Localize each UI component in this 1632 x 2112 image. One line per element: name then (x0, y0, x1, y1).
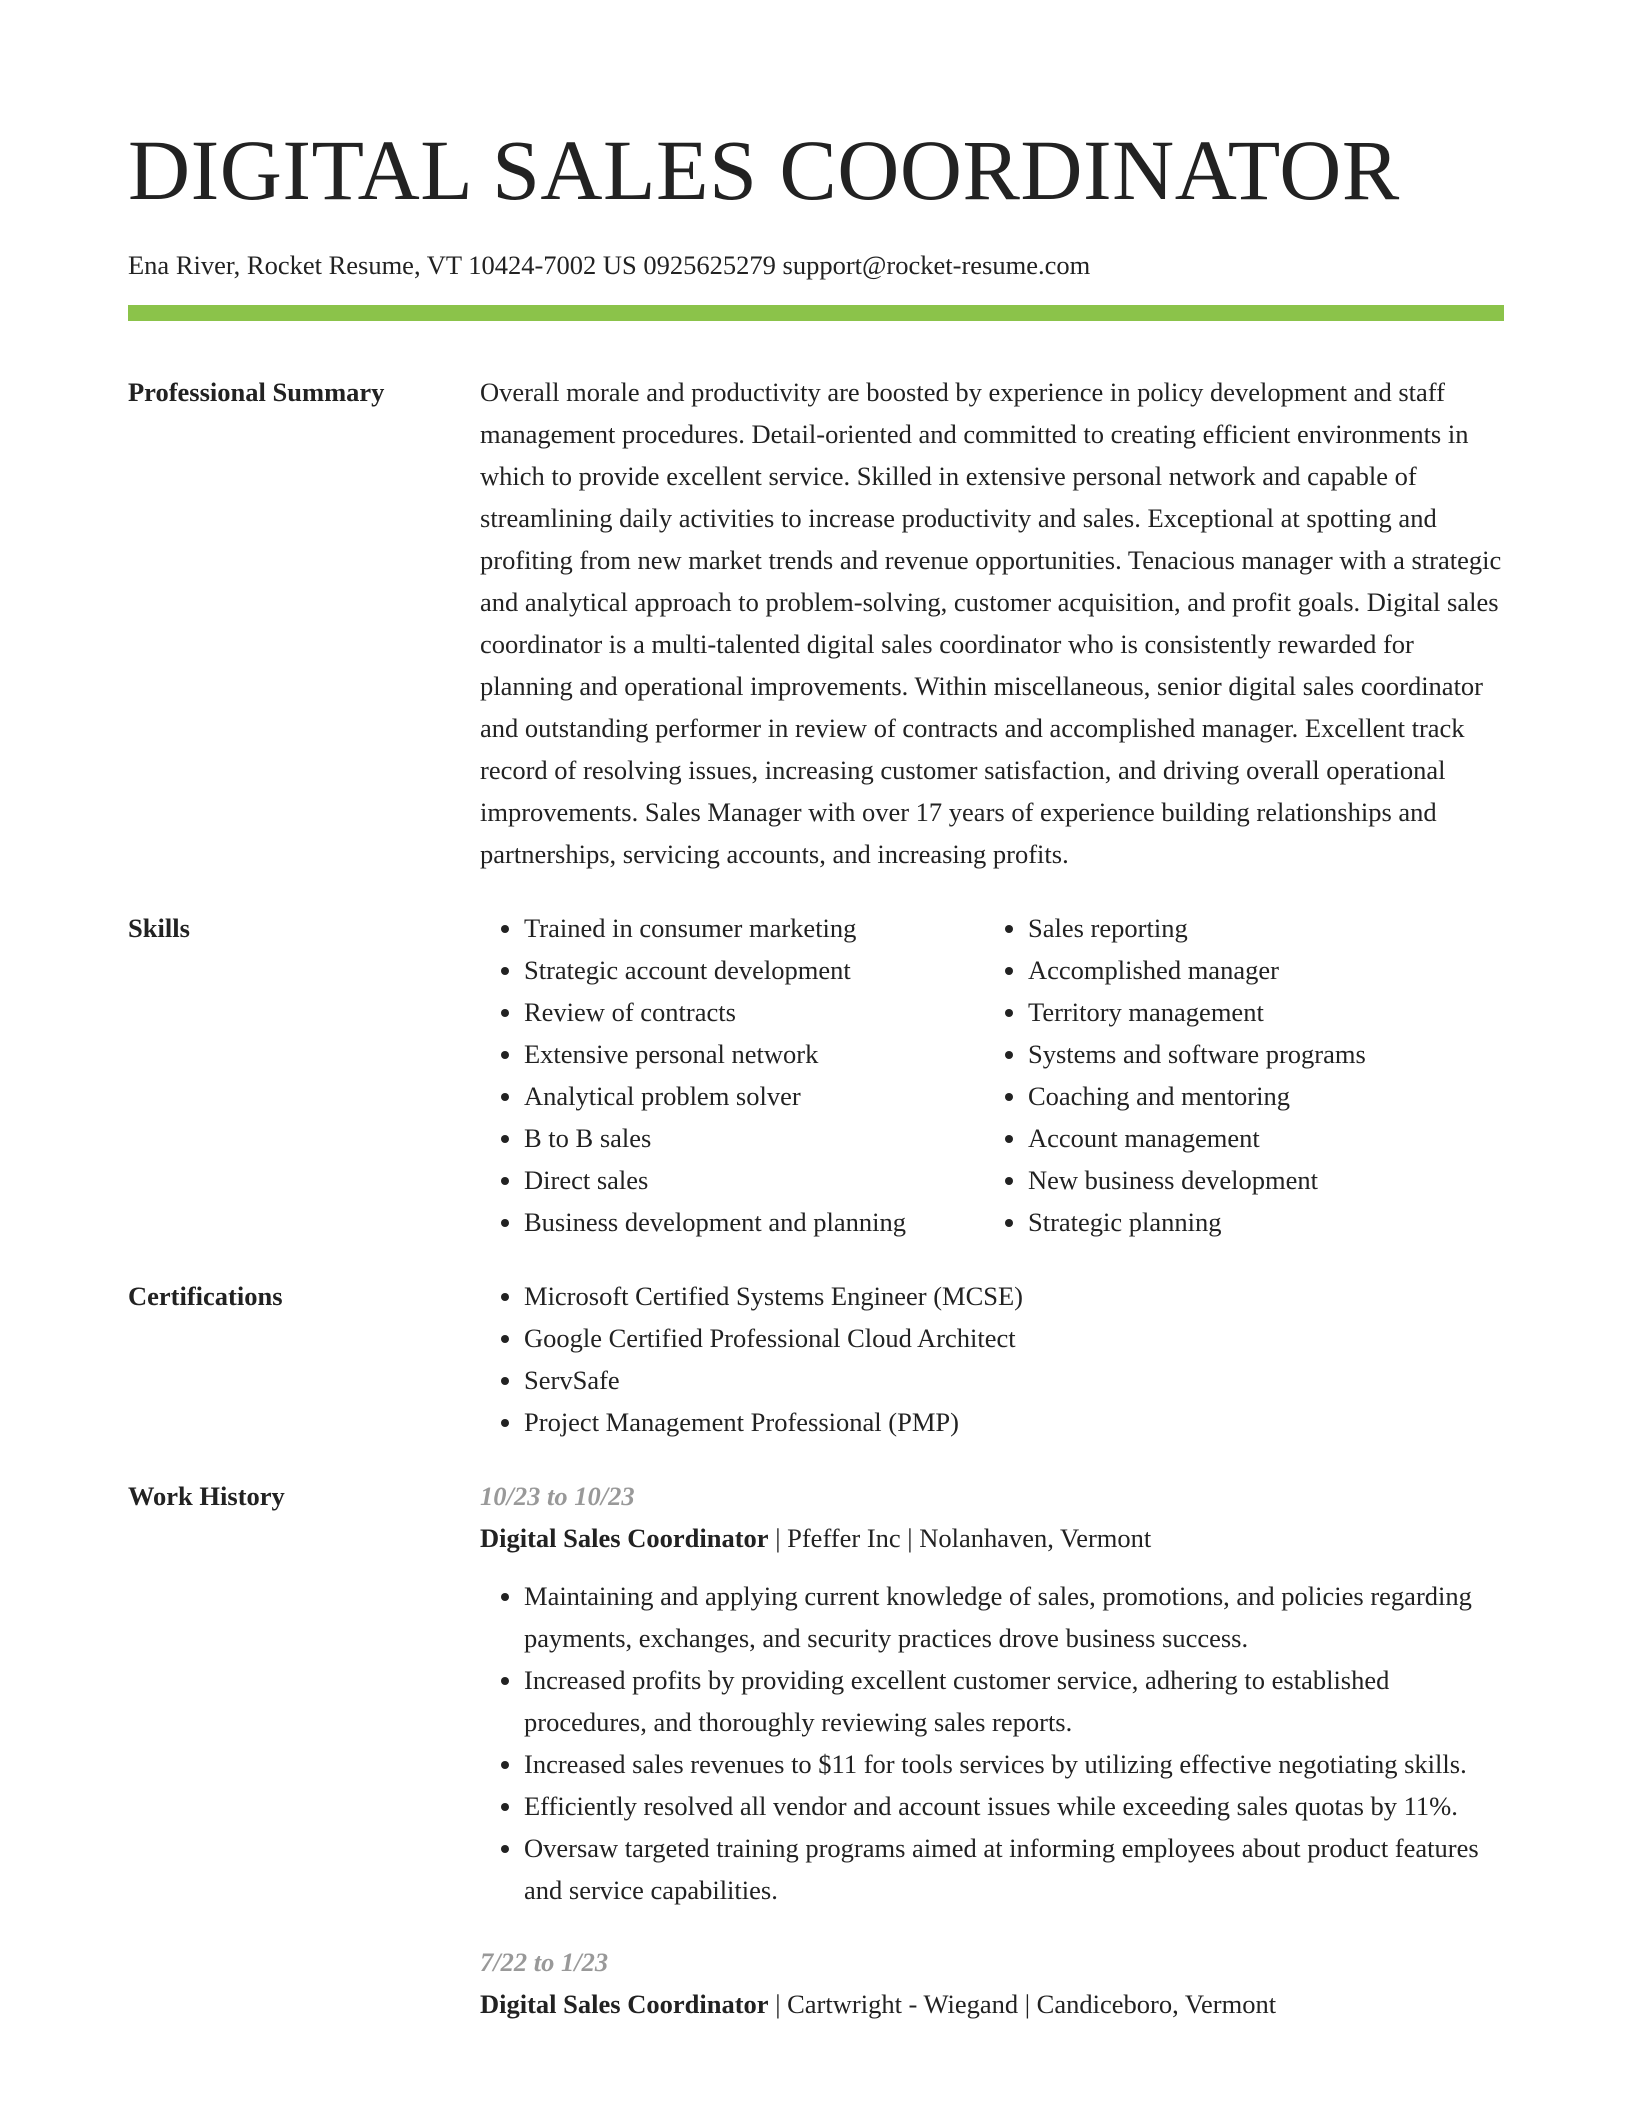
certification-item: • Google Certified Professional Cloud Architect (524, 1317, 1504, 1359)
skill-item: • Systems and software programs (1028, 1033, 1504, 1075)
job-bullet: • Increased sales revenues to $11 for tools services by utilizing effective negotiating skills. (524, 1743, 1504, 1785)
certification-item: • Microsoft Certified Systems Engineer (MCSE) (524, 1275, 1504, 1317)
work-history-label: Work History (128, 1481, 285, 1511)
skill-item: • Trained in consumer marketing (524, 907, 984, 949)
accent-divider (128, 305, 1504, 321)
job-bullet: • Increased profits by providing excellent customer service, adhering to established procedures, and thoroughly reviewing sales reports. (524, 1659, 1504, 1743)
skill-item: • Sales reporting (1028, 907, 1504, 949)
skills-list-1 (480, 907, 984, 1243)
job-dates: 10/23 to 10/23 (480, 1481, 635, 1511)
skills-column-2 (984, 907, 1504, 1243)
summary-content (480, 371, 1504, 875)
job-bullet: • Efficiently resolved all vendor and account issues while exceeding sales quotas by 11%. (524, 1785, 1504, 1827)
job-details: | Pfeffer Inc | Nolanhaven, Vermont (768, 1523, 1152, 1553)
certifications-section (128, 1275, 1504, 1443)
certifications-list (480, 1275, 1504, 1443)
job-entry (480, 1941, 1504, 2025)
job-bullet-list (480, 1575, 1504, 1911)
job-dates: 7/22 to 1/23 (480, 1947, 609, 1977)
summary-text: Overall morale and productivity are boosted by experience in policy development and staff management procedures. Detail-oriented and committed to creating efficient environments in which to provide excellent service. Skilled in extensive personal network and capable of streamlining daily activities to increase productivity and sales. Exceptional at spotting and profiting from new market trends and revenue opportunities. Tenacious manager with a strategic and analytical approach to problem-solving, customer acquisition, and profit goals. Digital sales coordinator is a multi-talented digital sales coordinator who is consistently rewarded for planning and operational improvements. Within miscellaneous, senior digital sales coordinator and outstanding performer in review of contracts and accomplished manager. Excellent track record of resolving issues, increasing customer satisfaction, and driving overall operational improvements. Sales Manager with over 17 years of experience building relationships and partnerships, servicing accounts, and increasing profits. (480, 377, 1502, 869)
job-title: Digital Sales Coordinator (480, 1989, 769, 2019)
skills-label: Skills (128, 913, 190, 943)
job-heading (480, 1517, 1504, 1559)
skill-item: • B to B sales (524, 1117, 984, 1159)
skill-item: • Business development and planning (524, 1201, 984, 1243)
certifications-label: Certifications (128, 1281, 283, 1311)
work-history-content (480, 1475, 1504, 2025)
skill-item: • Direct sales (524, 1159, 984, 1201)
job-bullet: • Maintaining and applying current knowledge of sales, promotions, and policies regarding payments, exchanges, and security practices drove business success. (524, 1575, 1504, 1659)
resume-page (128, 0, 1504, 2025)
summary-section (128, 371, 1504, 875)
skills-list-2 (984, 907, 1504, 1243)
skill-item: • Analytical problem solver (524, 1075, 984, 1117)
skill-item: • Accomplished manager (1028, 949, 1504, 991)
skill-item: • Extensive personal network (524, 1033, 984, 1075)
job-details: | Cartwright - Wiegand | Candiceboro, Vermont (768, 1989, 1277, 2019)
skill-item: • Coaching and mentoring (1028, 1075, 1504, 1117)
skills-column-1 (480, 907, 984, 1243)
job-entry (480, 1475, 1504, 1911)
skill-item: • Strategic planning (1028, 1201, 1504, 1243)
skill-item: • Account management (1028, 1117, 1504, 1159)
skill-item: • Review of contracts (524, 991, 984, 1033)
job-title: Digital Sales Coordinator (480, 1523, 769, 1553)
certification-item: • Project Management Professional (PMP) (524, 1401, 1504, 1443)
skill-item: • Territory management (1028, 991, 1504, 1033)
certifications-content (480, 1275, 1504, 1443)
summary-label: Professional Summary (128, 377, 385, 407)
work-history-section (128, 1475, 1504, 2025)
skill-item: • Strategic account development (524, 949, 984, 991)
resume-title: DIGITAL SALES COORDINATOR (128, 122, 1400, 218)
certification-item: • ServSafe (524, 1359, 1504, 1401)
contact-line: Ena River, Rocket Resume, VT 10424-7002 US 0925625279 support@rocket-resume.com (128, 250, 1091, 280)
skills-content (480, 907, 1504, 1243)
job-bullet: • Oversaw targeted training programs aimed at informing employees about product features and service capabilities. (524, 1827, 1504, 1911)
skills-section (128, 907, 1504, 1243)
skill-item: • New business development (1028, 1159, 1504, 1201)
job-heading (480, 1983, 1504, 2025)
